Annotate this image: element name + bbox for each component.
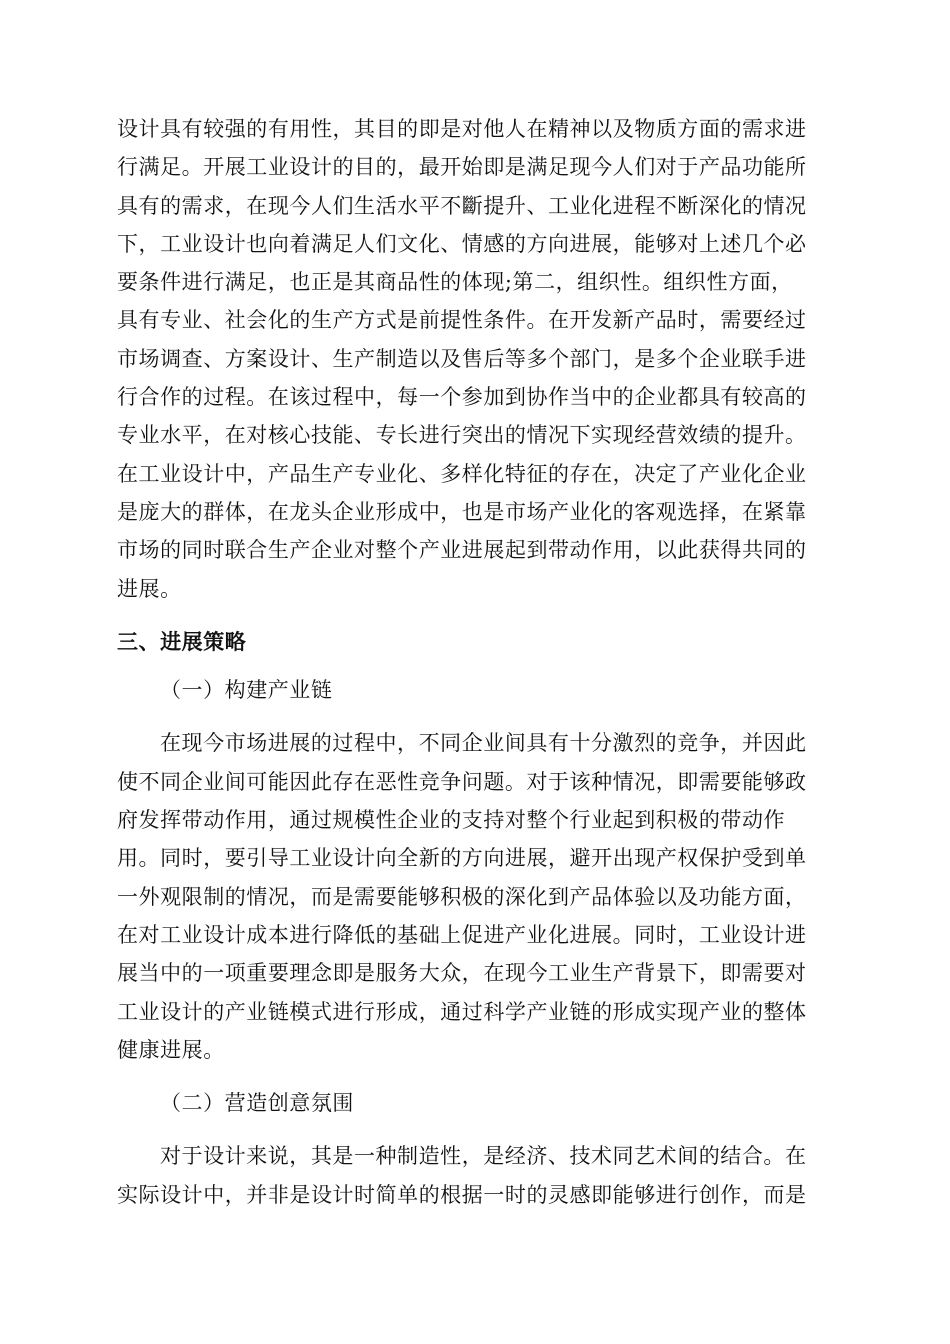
paragraph-creative-atmosphere xyxy=(117,1137,835,1214)
text-line: 专业水平，在对核心技能、专长进行突出的情况下实现经营效绩的提升。 xyxy=(117,423,807,448)
spacer xyxy=(117,709,835,724)
text-line: 市场调查、方案设计、生产制造以及售后等多个部门，是多个企业联手进 xyxy=(117,346,807,371)
text-line: 健康进展。 xyxy=(117,1037,225,1062)
text-line: 使不同企业间可能因此存在恶性竞争问题。对于该种情况，即需要能够政 xyxy=(117,769,807,794)
document-page xyxy=(117,110,835,1214)
text-line: 是庞大的群体，在龙头企业形成中，也是市场产业化的客观选择，在紧靠 xyxy=(117,499,807,524)
text-line: 具有专业、社会化的生产方式是前提性条件。在开发新产品时，需要经过 xyxy=(117,308,807,333)
text-line: 要条件进行满足，也正是其商品性的体现;第二，组织性。组织性方面， xyxy=(117,270,793,295)
text-line: 行满足。开展工业设计的目的，最开始即是满足现今人们对于产品功能所 xyxy=(117,155,807,180)
text-line: 实际设计中，并非是设计时简单的根据一时的灵感即能够进行创作，而是 xyxy=(117,1182,807,1207)
text-line: 用。同时，要引导工业设计向全新的方向进展，避开出现产权保护受到单 xyxy=(117,846,807,871)
paragraph-product-nature xyxy=(117,110,835,608)
paragraph-industry-chain xyxy=(117,724,835,1069)
text-line: 对于设计来说，其是一种制造性，是经济、技术同艺术间的结合。在 xyxy=(160,1144,807,1169)
text-line: 在现今市场进展的过程中，不同企业间具有十分激烈的竞争，并因此 xyxy=(160,731,807,756)
spacer xyxy=(117,1122,835,1137)
subsection-heading-2: （二）营造创意氛围 xyxy=(160,1091,354,1116)
text-line: 下，工业设计也向着满足人们文化、情感的方向进展，能够对上述几个必 xyxy=(117,231,807,256)
text-line: 具有的需求，在现今人们生活水平不斷提升、工业化进程不断深化的情况 xyxy=(117,193,807,218)
section-heading: 三、进展策略 xyxy=(117,628,247,654)
text-line: 展当中的一项重要理念即是服务大众，在现今工业生产背景下，即需要对 xyxy=(117,961,807,986)
text-line: 市场的同时联合生产企业对整个产业进展起到带动作用，以此获得共同的 xyxy=(117,538,807,563)
spacer xyxy=(117,608,835,623)
text-line: 在对工业设计成本进行降低的基础上促进产业化进展。同时，工业设计进 xyxy=(117,922,807,947)
text-line: 进展。 xyxy=(117,576,182,601)
spacer xyxy=(117,1069,835,1084)
text-line: 设计具有较强的有用性，其目的即是对他人在精神以及物质方面的需求进 xyxy=(117,117,807,141)
text-line: 工业设计的产业链模式进行形成，通过科学产业链的形成实现产业的整体 xyxy=(117,999,807,1024)
text-line: 一外观限制的情况，而是需要能够积极的深化到产品体验以及功能方面， xyxy=(117,884,807,909)
spacer xyxy=(117,661,835,671)
text-line: 行合作的过程。在该过程中，每一个参加到协作当中的企业都具有较高的 xyxy=(117,385,807,410)
subsection-heading-1: （一）构建产业链 xyxy=(160,678,333,703)
text-line: 在工业设计中，产品生产专业化、多样化特征的存在，决定了产业化企业 xyxy=(117,461,807,486)
text-line: 府发挥带动作用，通过规模性企业的支持对整个行业起到积极的带动作 xyxy=(117,808,786,833)
